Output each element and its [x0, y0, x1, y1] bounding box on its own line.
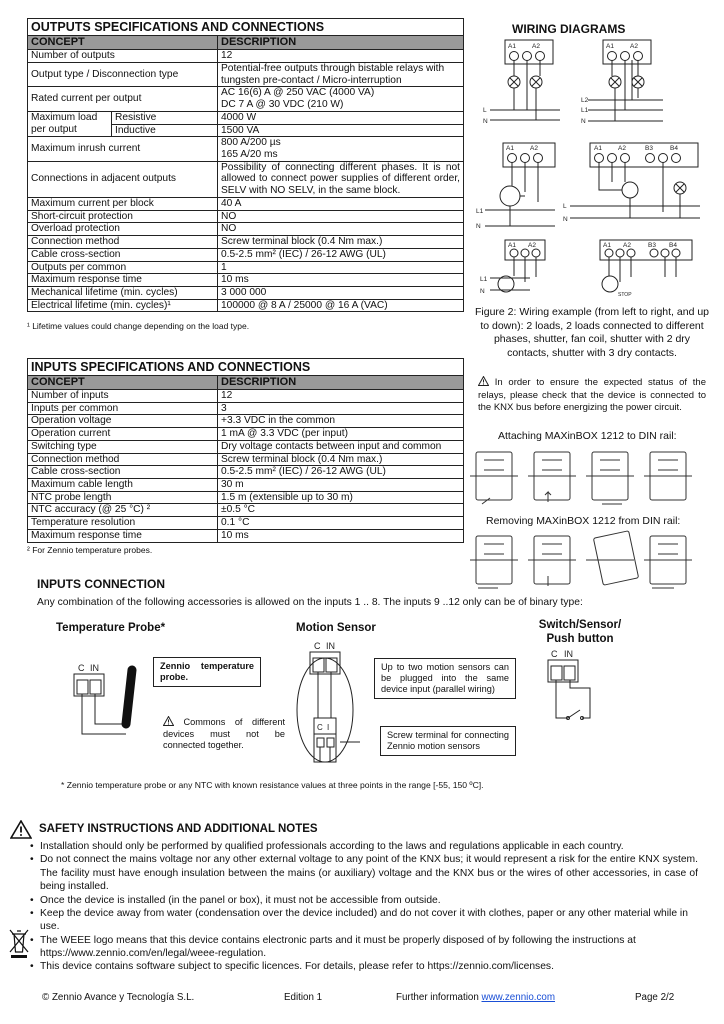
row-value: Screw terminal block (0.4 Nm max.) [218, 453, 464, 466]
row-value: 12 [218, 390, 464, 403]
terminal-label-a2: A2 [623, 242, 631, 249]
wiring-diagrams-figure [470, 38, 710, 298]
row-value: Screw terminal block (0.4 Nm max.) [218, 236, 464, 249]
warning-icon [478, 376, 489, 390]
line-label-n: N [483, 118, 488, 125]
terminal-label-a2: A2 [630, 43, 638, 50]
line-label-l1: L1 [476, 208, 484, 215]
row-concept: Overload protection [28, 223, 218, 236]
terminal-label-b4: B4 [670, 145, 678, 152]
row-value [218, 137, 464, 161]
terminal-label-in: IN [326, 641, 335, 651]
inputs-footnote: ² For Zennio temperature probes. [27, 545, 153, 555]
row-value: 0.1 °C [218, 517, 464, 530]
line-label-l1: L1 [480, 276, 488, 283]
row-concept: Temperature resolution [28, 517, 218, 530]
line-label-n: N [563, 216, 568, 223]
value-line: 165 A/20 ms [221, 149, 278, 161]
row-value: Possibility of connecting different phases. It is not allowed to connect power supplies of different order, SELV with NO SELV, in the same block. [218, 161, 464, 197]
row-concept: Number of outputs [28, 50, 218, 63]
commons-note-text: Commons of different devices must not be connected together. [163, 717, 285, 751]
row-value: ±0.5 °C [218, 504, 464, 517]
row-value: +3.3 VDC in the common [218, 415, 464, 428]
row-concept: Connection method [28, 453, 218, 466]
inputs-connection-title: INPUTS CONNECTION [37, 577, 166, 591]
row-concept: Electrical lifetime (min. cycles)¹ [28, 299, 218, 312]
motion-box-screw-terminal: Screw terminal for connecting Zennio motion sensors [380, 726, 516, 756]
row-value: 1 [218, 261, 464, 274]
row-concept: Connection method [28, 236, 218, 249]
terminal-label-b3: B3 [648, 242, 656, 249]
row-concept: Short-circuit protection [28, 210, 218, 223]
row-value: Dry voltage contacts between input and common [218, 440, 464, 453]
terminal-label-in: IN [90, 663, 99, 673]
row-concept: Cable cross-section [28, 466, 218, 479]
row-value: 1.5 m (extensible up to 30 m) [218, 491, 464, 504]
row-value: 0.5-2.5 mm² (IEC) / 26-12 AWG (UL) [218, 248, 464, 261]
inputs-connection-footnote: * Zennio temperature probe or any NTC with known resistance values at three points in the range [-55, 150 ºC]. [61, 780, 484, 790]
outputs-footnote: ¹ Lifetime values could change depending on the load type. [27, 321, 250, 331]
remove-steps-illustration [468, 530, 708, 590]
row-value: NO [218, 210, 464, 223]
row-value: NO [218, 223, 464, 236]
warning-icon [163, 716, 174, 729]
safety-notes-list [30, 840, 698, 974]
value-line: 800 A/200 µs [221, 137, 281, 149]
col-header-description: DESCRIPTION [218, 376, 464, 390]
attach-steps-illustration [468, 446, 708, 506]
temp-probe-illustration [60, 660, 150, 740]
row-concept: Switching type [28, 440, 218, 453]
switch-title [520, 619, 640, 647]
row-concept: Maximum inrush current [28, 137, 218, 161]
row-value: 4000 W [218, 111, 464, 124]
row-concept: Mechanical lifetime (min. cycles) [28, 286, 218, 299]
safety-title: SAFETY INSTRUCTIONS AND ADDITIONAL NOTES [39, 823, 318, 835]
row-subconcept: Inductive [112, 124, 218, 137]
zennio-probe-box: Zennio temperature probe. [153, 657, 261, 687]
line-label-n: N [476, 223, 481, 230]
terminal-label-a1: A1 [508, 242, 516, 249]
remove-title: Removing MAXinBOX 1212 from DIN rail: [486, 515, 681, 527]
line-label-l: L [563, 203, 567, 210]
line-label-l1: L1 [581, 107, 589, 114]
terminal-label-a1: A1 [606, 43, 614, 50]
terminal-label-a1: A1 [508, 43, 516, 50]
row-value: 3 000 000 [218, 286, 464, 299]
line-label-l2: L2 [581, 97, 589, 104]
col-header-description: DESCRIPTION [218, 36, 464, 50]
terminal-label-i: I [327, 723, 330, 732]
row-value: 10 ms [218, 529, 464, 542]
value-line: DC 7 A @ 30 VDC (210 W) [221, 99, 344, 111]
terminal-label-c: C [317, 723, 323, 732]
row-concept: Number of inputs [28, 390, 218, 403]
col-header-concept: CONCEPT [28, 376, 218, 390]
row-value: 10 ms [218, 274, 464, 287]
row-concept: Inputs per common [28, 402, 218, 415]
row-value: 0.5-2.5 mm² (IEC) / 26-12 AWG (UL) [218, 466, 464, 479]
terminal-label-a2: A2 [532, 43, 540, 50]
motion-box-parallel: Up to two motion sensors can be plugged into the same device input (parallel wiring) [374, 658, 516, 699]
line-label-n: N [480, 288, 485, 295]
motion-sensor-title: Motion Sensor [296, 622, 376, 634]
line-label-n: N [581, 118, 586, 125]
row-concept: Maximum response time [28, 529, 218, 542]
row-concept: Outputs per common [28, 261, 218, 274]
row-concept: Output type / Disconnection type [28, 63, 218, 87]
col-header-concept: CONCEPT [28, 36, 218, 50]
switch-title-line: Push button [546, 632, 614, 645]
footer-edition: Edition 1 [284, 992, 323, 1003]
terminal-label-c: C [551, 649, 558, 659]
row-concept: Maximum load per output [28, 111, 112, 136]
safety-note: • Do not connect the mains voltage nor any other external voltage to any point of the KNX bus; it would represent a risk for the entire KNX system. The facility must have enough insulation between the mains (or auxiliary) voltage and the KNX bus or the wires of other accessories, in case of being installed. [30, 853, 698, 893]
weee-bin-icon [8, 928, 30, 965]
outputs-table-title: OUTPUTS SPECIFICATIONS AND CONNECTIONS [28, 19, 464, 36]
row-concept: NTC probe length [28, 491, 218, 504]
row-concept: Maximum cable length [28, 479, 218, 492]
row-concept: Rated current per output [28, 87, 218, 111]
attach-title: Attaching MAXinBOX 1212 to DIN rail: [498, 430, 677, 442]
row-concept: Operation voltage [28, 415, 218, 428]
footer-page-number: Page 2/2 [635, 992, 675, 1003]
row-concept: Connections in adjacent outputs [28, 161, 218, 197]
warning-text: In order to ensure the expected status of the relays, please check that the device is connected to the KNX bus before energizing the power circuit. [478, 377, 706, 413]
row-value: 3 [218, 402, 464, 415]
safety-note: • The WEEE logo means that this device contains electronic parts and it must be properly disposed of by following the instructions at https://www.zennio.com/en/legal/weee-regulation. [30, 934, 698, 961]
terminal-label-a1: A1 [506, 145, 514, 152]
row-concept: Operation current [28, 428, 218, 441]
safety-note: • This device contains software subject to specific licences. For details, please refer to https://zennio.com/licenses. [30, 960, 698, 973]
outputs-spec-table [27, 18, 464, 312]
terminal-label-b4: B4 [669, 242, 677, 249]
row-value [218, 87, 464, 111]
terminal-label-c: C [314, 641, 321, 651]
stop-label: STOP [618, 292, 632, 298]
terminal-label-a2: A2 [528, 242, 536, 249]
terminal-label-a1: A1 [603, 242, 611, 249]
terminal-label-a2: A2 [530, 145, 538, 152]
value-line: AC 16(6) A @ 250 VAC (4000 VA) [221, 87, 375, 99]
footer-further-label: Further information [396, 992, 479, 1003]
switch-title-line: Switch/Sensor/ [538, 619, 622, 631]
inputs-connection-intro: Any combination of the following accessories is allowed on the inputs 1 .. 8. The inputs 9 ..12 only can be of binary type: [37, 597, 583, 608]
wiring-caption: Figure 2: Wiring example (from left to right, and up to down): 2 loads, 2 loads connected to different phases, shutter, fan coil, shutter with 2 dry contacts, shutter with 3 dry contacts. [474, 306, 709, 359]
wiring-title: WIRING DIAGRAMS [512, 22, 626, 36]
row-concept: Maximum response time [28, 274, 218, 287]
safety-note: • Keep the device away from water (condensation over the device included) and do not cover it with clothes, paper or any other material while in use. [30, 907, 698, 934]
safety-note: • Once the device is installed (in the panel or box), it must not be accessible from outside. [30, 894, 698, 907]
row-concept: Cable cross-section [28, 248, 218, 261]
safety-warning-icon [10, 820, 32, 844]
row-value: 1500 VA [218, 124, 464, 137]
row-value: 1 mA @ 3.3 VDC (per input) [218, 428, 464, 441]
motion-sensor-illustration [292, 638, 374, 768]
inputs-table-title: INPUTS SPECIFICATIONS AND CONNECTIONS [28, 359, 464, 376]
row-value: 12 [218, 50, 464, 63]
row-value: 100000 @ 8 A / 25000 @ 16 A (VAC) [218, 299, 464, 312]
row-concept: NTC accuracy (@ 25 °C) ² [28, 504, 218, 517]
terminal-label-b3: B3 [645, 145, 653, 152]
terminal-label-in: IN [564, 649, 573, 659]
terminal-label-c: C [78, 663, 85, 673]
footer-website-link[interactable]: www.zennio.com [481, 992, 556, 1003]
footer-further-info [396, 992, 555, 1003]
row-subconcept: Resistive [112, 111, 218, 124]
wiring-warning [478, 376, 706, 414]
terminal-label-a2: A2 [618, 145, 626, 152]
row-value: 30 m [218, 479, 464, 492]
row-concept: Maximum current per block [28, 197, 218, 210]
line-label-l: L [483, 107, 487, 114]
footer-copyright: © Zennio Avance y Tecnología S.L. [42, 992, 195, 1003]
switch-illustration [540, 646, 610, 726]
inputs-spec-table [27, 358, 464, 543]
terminal-label-a1: A1 [594, 145, 602, 152]
temp-probe-title: Temperature Probe* [56, 622, 166, 634]
row-value: 40 A [218, 197, 464, 210]
row-value: Potential-free outputs through bistable relays with tungsten pre-contact / Micro-interruption [218, 63, 464, 87]
safety-note: • Installation should only be performed by qualified professionals according to the laws and regulations applicable in each country. [30, 840, 698, 853]
commons-note [163, 716, 285, 751]
